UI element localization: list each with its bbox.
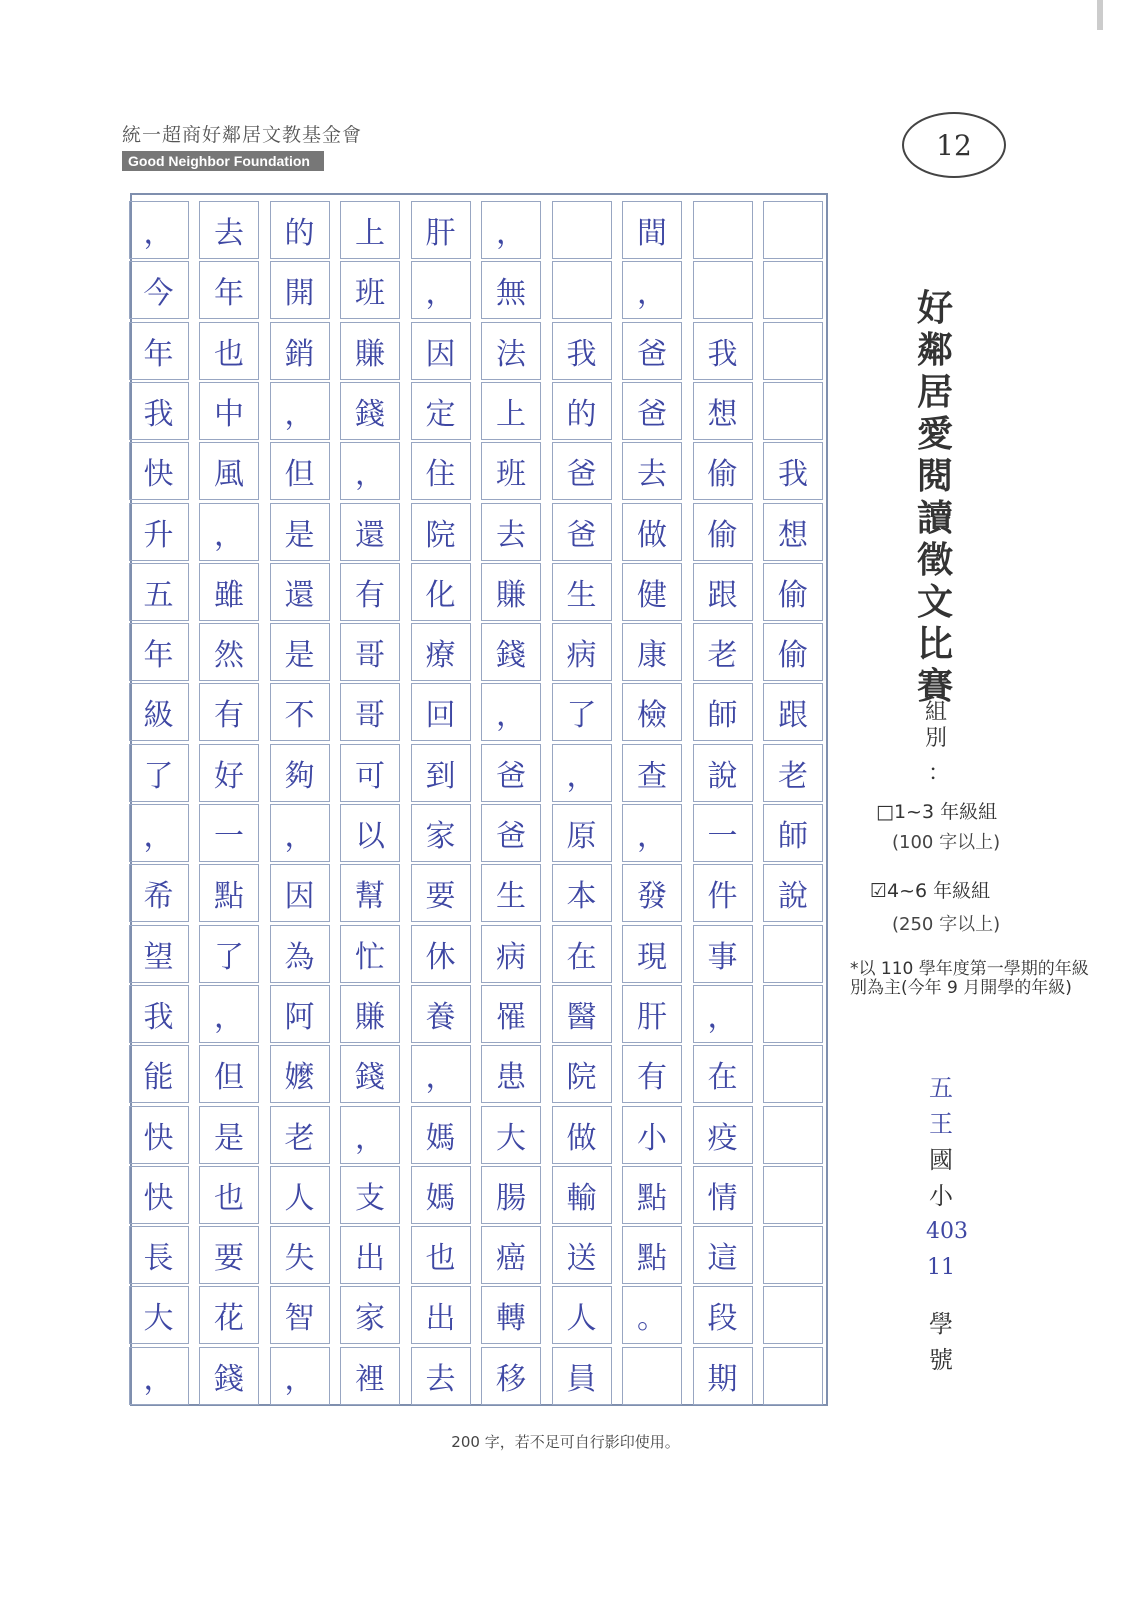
manuscript-cell: 期 [693, 1347, 753, 1405]
manuscript-cell [763, 1166, 823, 1224]
manuscript-cell: 升 [129, 503, 189, 561]
manuscript-cell: 事 [693, 925, 753, 983]
manuscript-cell: 病 [552, 623, 612, 681]
manuscript-cell: 患 [481, 1045, 541, 1103]
manuscript-cell: 無 [481, 261, 541, 319]
manuscript-cell [693, 201, 753, 259]
manuscript-cell: 有 [199, 683, 259, 741]
manuscript-cell: 裡 [340, 1347, 400, 1405]
manuscript-cell: 養 [411, 985, 471, 1043]
manuscript-cell: 還 [270, 563, 330, 621]
manuscript-cell: 了 [129, 744, 189, 802]
manuscript-cell: 人 [552, 1286, 612, 1344]
checkbox-unchecked-icon: □ [876, 801, 894, 823]
school-info [926, 1070, 968, 1378]
manuscript-cell: 長 [129, 1226, 189, 1284]
manuscript-cell: 一 [693, 804, 753, 862]
manuscript-cell: 上 [340, 201, 400, 259]
manuscript-cell: ， [693, 985, 753, 1043]
group-option-2-label: 4~6 年級組 [887, 880, 991, 902]
manuscript-cell [763, 382, 823, 440]
manuscript-cell: 雖 [199, 563, 259, 621]
manuscript-cell: 銷 [270, 322, 330, 380]
manuscript-cell: ， [129, 1347, 189, 1405]
manuscript-cell: 級 [129, 683, 189, 741]
manuscript-cell: 年 [129, 623, 189, 681]
manuscript-cell: 在 [552, 925, 612, 983]
manuscript-cell: 休 [411, 925, 471, 983]
manuscript-cell: 員 [552, 1347, 612, 1405]
manuscript-cell: 生 [552, 563, 612, 621]
manuscript-cell: 是 [199, 1106, 259, 1164]
manuscript-cell: 家 [340, 1286, 400, 1344]
manuscript-cell [763, 261, 823, 319]
manuscript-cell: 移 [481, 1347, 541, 1405]
manuscript-cell: 我 [552, 322, 612, 380]
manuscript-cell: 偷 [693, 442, 753, 500]
manuscript-cell: 查 [622, 744, 682, 802]
manuscript-cell: 這 [693, 1226, 753, 1284]
manuscript-cell: 的 [552, 382, 612, 440]
manuscript-cell: 阿 [270, 985, 330, 1043]
manuscript-cell: 了 [199, 925, 259, 983]
manuscript-cell: 段 [693, 1286, 753, 1344]
group-colon: ： [928, 761, 951, 786]
manuscript-cell: 點 [622, 1226, 682, 1284]
manuscript-cell: 望 [129, 925, 189, 983]
manuscript-cell: 班 [481, 442, 541, 500]
manuscript-cell: 也 [411, 1226, 471, 1284]
manuscript-cell: 老 [693, 623, 753, 681]
manuscript-cell: 媽 [411, 1166, 471, 1224]
manuscript-cell: 化 [411, 563, 471, 621]
manuscript-cell: ， [199, 985, 259, 1043]
group-option-1 [876, 797, 997, 824]
manuscript-cell: 然 [199, 623, 259, 681]
manuscript-cell: 錢 [199, 1347, 259, 1405]
manuscript-cell: 希 [129, 864, 189, 922]
manuscript-cell: 偷 [693, 503, 753, 561]
manuscript-cell: 一 [199, 804, 259, 862]
manuscript-cell: 要 [199, 1226, 259, 1284]
manuscript-cell: 人 [270, 1166, 330, 1224]
manuscript-cell: 哥 [340, 683, 400, 741]
manuscript-cell: 但 [270, 442, 330, 500]
manuscript-cell: 快 [129, 1106, 189, 1164]
manuscript-cell [693, 261, 753, 319]
manuscript-cell: 出 [340, 1226, 400, 1284]
manuscript-cell: ， [270, 804, 330, 862]
manuscript-cell: 大 [129, 1286, 189, 1344]
manuscript-cell: 因 [270, 864, 330, 922]
manuscript-cell: 能 [129, 1045, 189, 1103]
manuscript-cell: ， [552, 744, 612, 802]
manuscript-cell: 快 [129, 442, 189, 500]
manuscript-cell: 是 [270, 503, 330, 561]
manuscript-cell: 件 [693, 864, 753, 922]
manuscript-cell: 錢 [340, 382, 400, 440]
student-id-label-2: 號 [929, 1346, 953, 1374]
manuscript-cell: 有 [622, 1045, 682, 1103]
manuscript-cell: 本 [552, 864, 612, 922]
manuscript-cell: 去 [622, 442, 682, 500]
manuscript-cell: 點 [199, 864, 259, 922]
manuscript-cell: 老 [763, 744, 823, 802]
manuscript-cell: 失 [270, 1226, 330, 1284]
group-option-2 [870, 876, 990, 903]
manuscript-cell: 康 [622, 623, 682, 681]
manuscript-cell: 法 [481, 322, 541, 380]
manuscript-column [411, 201, 471, 1400]
manuscript-cell: 不 [270, 683, 330, 741]
manuscript-cell: 也 [199, 1166, 259, 1224]
manuscript-column [481, 201, 541, 1400]
manuscript-cell: ， [481, 683, 541, 741]
group-option-1-label: 1~3 年級組 [893, 801, 998, 823]
manuscript-cell [763, 1045, 823, 1103]
manuscript-cell: 也 [199, 322, 259, 380]
student-id-label-1: 學 [929, 1310, 953, 1338]
manuscript-cell: ， [129, 201, 189, 259]
manuscript-cell: 快 [129, 1166, 189, 1224]
manuscript-cell: 跟 [693, 563, 753, 621]
manuscript-cell: 想 [693, 382, 753, 440]
manuscript-cell: 點 [622, 1166, 682, 1224]
manuscript-cell: 哥 [340, 623, 400, 681]
manuscript-cell: 癌 [481, 1226, 541, 1284]
school-name-handwritten: 五王 [929, 1074, 953, 1138]
manuscript-cell: 偷 [763, 563, 823, 621]
manuscript-cell: ， [481, 201, 541, 259]
contest-title: 好鄰居愛閱讀徵文比賽 [916, 288, 953, 707]
school-printed-guo: 國 [929, 1146, 953, 1174]
manuscript-cell: 家 [411, 804, 471, 862]
manuscript-cell: 要 [411, 864, 471, 922]
manuscript-cell: 想 [763, 503, 823, 561]
manuscript-cell: 病 [481, 925, 541, 983]
manuscript-cell: 我 [129, 985, 189, 1043]
manuscript-cell: 風 [199, 442, 259, 500]
manuscript-cell: 小 [622, 1106, 682, 1164]
manuscript-cell: 班 [340, 261, 400, 319]
manuscript-cell [763, 1286, 823, 1344]
entry-number: 12 [902, 112, 1006, 178]
manuscript-cell [763, 201, 823, 259]
manuscript-cell: 健 [622, 563, 682, 621]
manuscript-cell: ， [340, 1106, 400, 1164]
manuscript-cell: ， [199, 503, 259, 561]
manuscript-cell: 了 [552, 683, 612, 741]
seat-number: 11 [927, 1255, 955, 1280]
manuscript-cell: 今 [129, 261, 189, 319]
manuscript-cell: 嬤 [270, 1045, 330, 1103]
manuscript-column [552, 201, 612, 1400]
manuscript-cell: 師 [693, 683, 753, 741]
manuscript-cell: 賺 [481, 563, 541, 621]
manuscript-cell: 還 [340, 503, 400, 561]
manuscript-cell: 我 [763, 442, 823, 500]
manuscript-cell: 轉 [481, 1286, 541, 1344]
manuscript-cell [763, 322, 823, 380]
group-option-1-sub: (100 字以上) [892, 832, 1001, 853]
manuscript-cell [763, 1226, 823, 1284]
manuscript-column [622, 201, 682, 1400]
manuscript-cell: 忙 [340, 925, 400, 983]
manuscript-cell: 發 [622, 864, 682, 922]
manuscript-cell: 開 [270, 261, 330, 319]
manuscript-cell: 定 [411, 382, 471, 440]
manuscript-cell: 到 [411, 744, 471, 802]
manuscript-cell: 中 [199, 382, 259, 440]
manuscript-cell: ， [340, 442, 400, 500]
manuscript-cell: ， [622, 261, 682, 319]
manuscript-cell: 但 [199, 1045, 259, 1103]
school-printed-xiao: 小 [929, 1182, 953, 1210]
group-option-2-sub: (250 字以上) [892, 914, 1001, 935]
manuscript-cell: 錢 [481, 623, 541, 681]
manuscript-column [270, 201, 330, 1400]
manuscript-cell: 媽 [411, 1106, 471, 1164]
manuscript-cell: 上 [481, 382, 541, 440]
manuscript-cell [622, 1347, 682, 1405]
manuscript-cell: 是 [270, 623, 330, 681]
manuscript-cell: 送 [552, 1226, 612, 1284]
manuscript-cell: 出 [411, 1286, 471, 1344]
manuscript-cell [763, 1347, 823, 1405]
manuscript-cell: 去 [411, 1347, 471, 1405]
grade-note: *以 110 學年度第一學期的年級別為主(今年 9 月開學的年級) [850, 959, 1089, 998]
manuscript-cell [763, 985, 823, 1043]
manuscript-cell: 為 [270, 925, 330, 983]
manuscript-cell: 花 [199, 1286, 259, 1344]
manuscript-cell: 好 [199, 744, 259, 802]
manuscript-cell: 在 [693, 1045, 753, 1103]
manuscript-cell: 的 [270, 201, 330, 259]
manuscript-cell: 賺 [340, 322, 400, 380]
manuscript-cell: 賺 [340, 985, 400, 1043]
manuscript-cell [552, 261, 612, 319]
manuscript-cell: ， [270, 382, 330, 440]
manuscript-column [763, 201, 823, 1400]
footer-note: 200 字，若不足可自行影印使用。 [451, 1433, 680, 1451]
manuscript-cell: 情 [693, 1166, 753, 1224]
class-number: 403 [926, 1219, 968, 1244]
manuscript-column [129, 201, 189, 1400]
manuscript-cell: ， [270, 1347, 330, 1405]
manuscript-cell: 老 [270, 1106, 330, 1164]
manuscript-cell: 大 [481, 1106, 541, 1164]
manuscript-cell: 醫 [552, 985, 612, 1043]
manuscript-cell: 偷 [763, 623, 823, 681]
manuscript-cell: 我 [693, 322, 753, 380]
manuscript-cell: 爸 [622, 382, 682, 440]
group-label: 組別 [924, 700, 947, 751]
manuscript-cell: 肝 [622, 985, 682, 1043]
manuscript-cell: ， [411, 1045, 471, 1103]
checkbox-checked-icon: ☑ [870, 880, 888, 902]
manuscript-column [340, 201, 400, 1400]
manuscript-cell: 肝 [411, 201, 471, 259]
manuscript-cell: 檢 [622, 683, 682, 741]
org-name-zh: 統一超商好鄰居文教基金會 [122, 124, 363, 146]
manuscript-cell: 原 [552, 804, 612, 862]
manuscript-cell [763, 1106, 823, 1164]
manuscript-cell [552, 201, 612, 259]
manuscript-cell: 罹 [481, 985, 541, 1043]
manuscript-cell: 支 [340, 1166, 400, 1224]
manuscript-cell: 跟 [763, 683, 823, 741]
manuscript-cell: 做 [622, 503, 682, 561]
manuscript-cell: 錢 [340, 1045, 400, 1103]
manuscript-cell: 間 [622, 201, 682, 259]
manuscript-cell: 回 [411, 683, 471, 741]
manuscript-cell: 幫 [340, 864, 400, 922]
manuscript-cell: 做 [552, 1106, 612, 1164]
manuscript-cell: 說 [763, 864, 823, 922]
manuscript-cell: 生 [481, 864, 541, 922]
manuscript-cell: 有 [340, 563, 400, 621]
manuscript-cell: 爸 [552, 442, 612, 500]
manuscript-cell: 。 [622, 1286, 682, 1344]
org-name-en: Good Neighbor Foundation [122, 151, 324, 171]
manuscript-cell: 爸 [481, 804, 541, 862]
manuscript-cell: 五 [129, 563, 189, 621]
manuscript-cell: 師 [763, 804, 823, 862]
scan-mark [1097, 0, 1103, 30]
manuscript-cell: 療 [411, 623, 471, 681]
manuscript-cell: 智 [270, 1286, 330, 1344]
manuscript-column [693, 201, 753, 1400]
manuscript-cell: 爸 [481, 744, 541, 802]
manuscript-cell: 夠 [270, 744, 330, 802]
manuscript-cell: 疫 [693, 1106, 753, 1164]
manuscript-cell: 院 [411, 503, 471, 561]
manuscript-column [199, 201, 259, 1400]
manuscript-cell: 去 [199, 201, 259, 259]
manuscript-cell [763, 925, 823, 983]
manuscript-cell: 年 [199, 261, 259, 319]
manuscript-cell: 年 [129, 322, 189, 380]
manuscript-grid [130, 193, 828, 1406]
manuscript-cell: 爸 [622, 322, 682, 380]
manuscript-cell: 住 [411, 442, 471, 500]
manuscript-cell: 爸 [552, 503, 612, 561]
manuscript-cell: ， [129, 804, 189, 862]
manuscript-cell: ， [622, 804, 682, 862]
manuscript-cell: 說 [693, 744, 753, 802]
manuscript-cell: 輸 [552, 1166, 612, 1224]
manuscript-cell: 現 [622, 925, 682, 983]
manuscript-cell: 我 [129, 382, 189, 440]
manuscript-cell: 去 [481, 503, 541, 561]
manuscript-cell: 因 [411, 322, 471, 380]
org-logo [122, 120, 363, 171]
manuscript-cell: 以 [340, 804, 400, 862]
manuscript-cell: 可 [340, 744, 400, 802]
manuscript-cell: 院 [552, 1045, 612, 1103]
manuscript-cell: 腸 [481, 1166, 541, 1224]
manuscript-cell: ， [411, 261, 471, 319]
